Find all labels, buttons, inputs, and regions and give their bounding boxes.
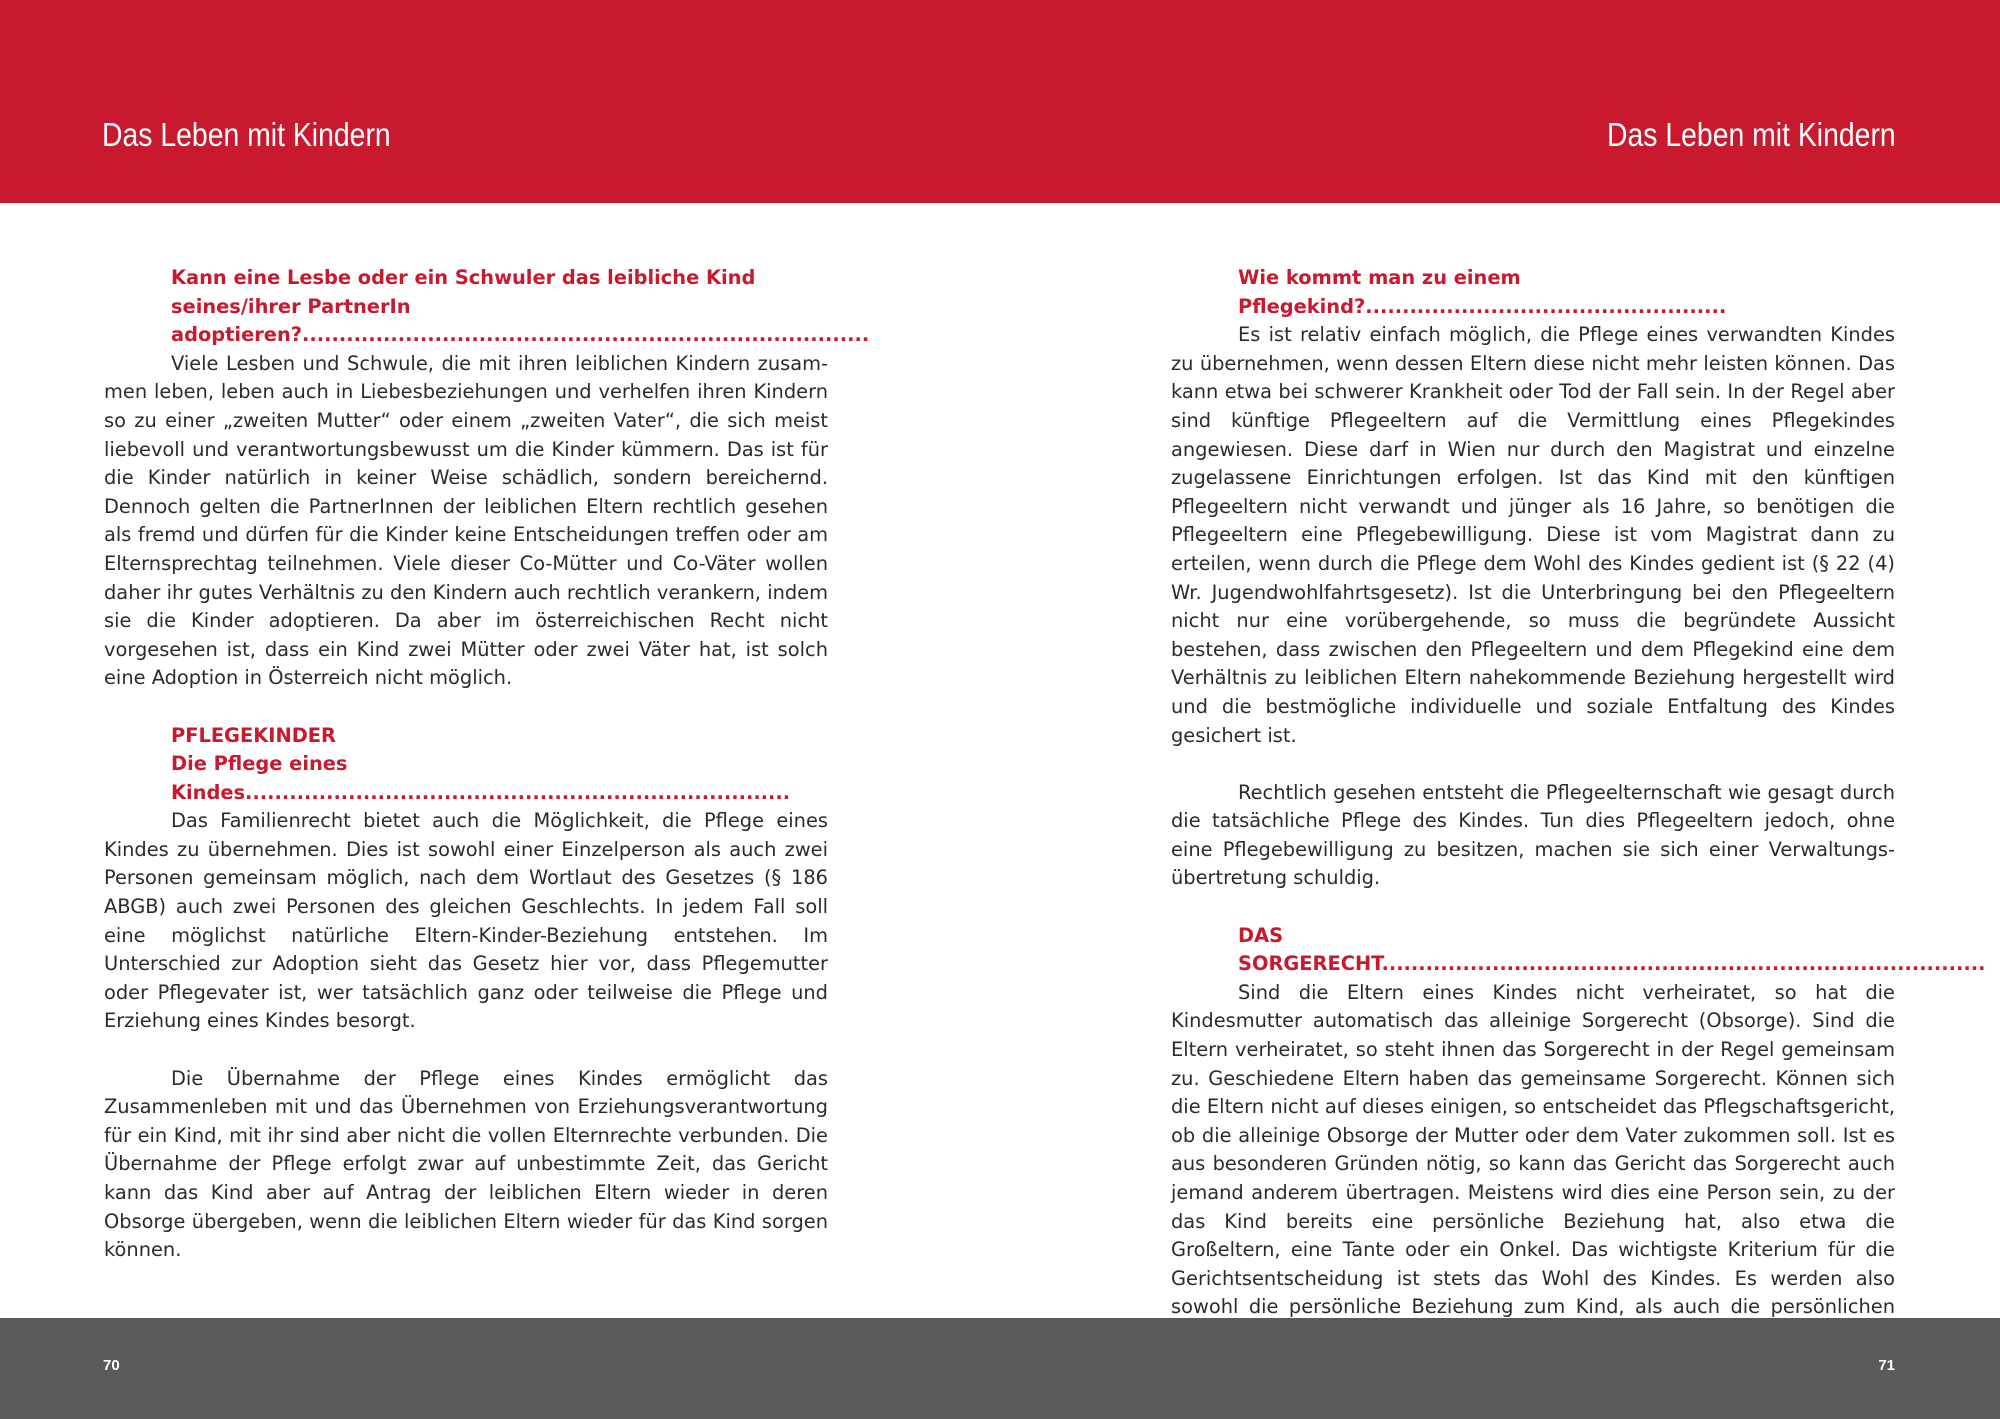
paragraph-sorgerecht: Sind die Eltern eines Kindes nicht verheiratet, so hat die Kindesmutter automatisch das alleinige Sorgerecht (Obsorge). Sind die Eltern verheiratet, so steht ihnen das Sorgerecht in der Regel gemeinsam zu. Geschiedene Eltern haben das gemeinsame Sorgerecht. Können sich die Eltern nicht auf dieses einigen, so entscheidet das Pflegschaftsgericht, ob die alleinige Obsorge der Mutter oder dem Vater zukommen soll. Ist es aus besonderen Gründen nötig, so kann das Gericht das Sorgerecht auch jemand anderem übertragen. Meistens wird dies eine Person sein, zu der das Kind bereits eine persönliche Beziehung hat, also etwa die Großeltern, eine Tante oder ein Onkel. Das wichtigste Kriterium für die Gerichtsentscheidung ist stets das Wohl des Kindes. Es werden also sowohl die persönliche Beziehung zum Kind, als auch die persönlichen [1171, 980, 1895, 1319]
paragraph-pflegekind-2: Rechtlich gesehen entsteht die Pflegeelternschaft wie gesagt durch die tatsächliche Pflege des Kindes. Tun dies Pflegeeltern jedoch, ohne eine Pflegebewilligung zu besitzen, machen sie sich einer Verwaltungsübertretung schuldig. [1171, 780, 1895, 890]
left-page-running-title: Das Leben mit Kindern [102, 116, 391, 153]
right-page-running-title: Das Leben mit Kindern [1607, 116, 1896, 153]
right-page-number: 71 [1878, 1357, 1895, 1374]
paragraph-pflegekind-1: Es ist relativ einfach möglich, die Pflege eines verwandten Kindes zu übernehmen, wenn dessen Eltern diese nicht mehr leisten können. Das kann etwa bei schwerer Krankheit oder Tod der Fall sein. In der Regel aber sind künftige Pflegeeltern auf die Vermittlung eines Pflegekindes angewiesen. Diese darf in Wien nur durch den Magistrat und einzelne zugelassene Einrichtungen erfolgen. Ist das Kind mit den künftigen Pflegeeltern nicht verwandt und jünger als 16 Jahre, so benötigen die Pflegeeltern eine Pflegebewilligung. Diese ist vom Magistrat dann zu erteilen, wenn durch die Pflege dem Wohl des Kindes gedient ist (§ 22 (4) Wr. Jugendwohlfahrtsgesetz). Ist die Unterbringung bei den Pflegeeltern nicht nur eine vorübergehende, so muss die begründete Aussicht bestehen, dass zwischen den Pflegeeltern und dem Pflegekind eine dem Verhältnis zu leiblichen Eltern nahekommende Beziehung hergestellt wird und die bestmögliche individuelle und soziale Entfaltung des Kindes gesichert ist. [1171, 323, 1895, 747]
left-page-number: 70 [103, 1357, 120, 1374]
sub-heading-pflege-eines-kindes: Die Pflege eines Kindes.......................................................................... [171, 752, 791, 804]
spacer [1171, 750, 1895, 779]
paragraph-adoption: Viele Lesben und Schwule, die mit ihren leiblichen Kindern zusammen leben, leben auch in Liebesbeziehungen und verhelfen ihren Kindern so zu einer „zweiten Mutter“ oder einem „zweiten Vater“, die sich meist liebevoll und verantwortungsbewusst um die Kinder kümmern. Das ist für die Kinder natürlich in keiner Weise schädlich, sondern bereichernd. Dennoch gelten die PartnerInnen der leiblichen Eltern rechtlich gesehen als fremd und dürfen für die Kinder keine Entscheidungen treffen oder am Elternsprechtag teilnehmen. Viele dieser Co-Mütter und Co-Väter wollen daher ihr gutes Verhältnis zu den Kindern auch rechtlich verankern, indem sie die Kinder adoptieren. Da aber im österreichischen Recht nicht vorgesehen ist, dass ein Kind zwei Mütter oder zwei Väter hat, ist solch eine Adoption in Österreich nicht möglich. [104, 351, 828, 690]
question-heading-pflegekind: Wie kommt man zu einem Pflegekind?................................................. [1238, 266, 1727, 318]
header-band [0, 0, 2000, 203]
right-page-column [1171, 264, 1986, 1379]
footer-band [0, 1318, 2000, 1419]
paragraph-pflege-1: Das Familienrecht bietet auch die Möglichkeit, die Pflege eines Kindes zu übernehmen. Dies ist sowohl einer Einzelperson als auch zwei Personen gemeinsam möglich, nach dem Wortlaut des Gesetzes (§ 186 ABGB) auch zwei Personen des gleichen Geschlechts. In jedem Fall soll eine möglichst natürliche Eltern-Kinder-Beziehung entstehen. Im Unterschied zur Adoption sieht das Gesetz hier vor, dass Pflegemutter oder Pflegevater ist, wer tatsächlich ganz oder teilweise die Pflege und Erziehung eines Kindes besorgt. [104, 809, 828, 1033]
spacer [1171, 893, 1895, 922]
spacer [104, 1036, 828, 1065]
question-heading-adoption: Kann eine Lesbe oder ein Schwuler das leibliche Kind seines/ihrer PartnerIn adoptieren?............................................................................. [171, 266, 870, 347]
left-page-column [104, 264, 870, 1265]
section-heading-pflegekinder: PFLEGEKINDER [171, 723, 336, 747]
section-heading-sorgerecht: DAS SORGERECHT.................................................................................. [1238, 923, 1986, 976]
spacer [104, 693, 828, 722]
paragraph-pflege-2: Die Übernahme der Pflege eines Kindes ermöglicht das Zusammenleben mit und das Übernehmen von Erziehungsverantwortung für ein Kind, mit ihr sind aber nicht die vollen Elternrechte verbunden. Die Übernahme der Pflege erfolgt zwar auf unbestimmte Zeit, das Gericht kann das Kind aber auf Antrag der leiblichen Eltern wieder in deren Obsorge übergeben, wenn die leiblichen Eltern wieder für das Kind sorgen können. [104, 1066, 828, 1262]
